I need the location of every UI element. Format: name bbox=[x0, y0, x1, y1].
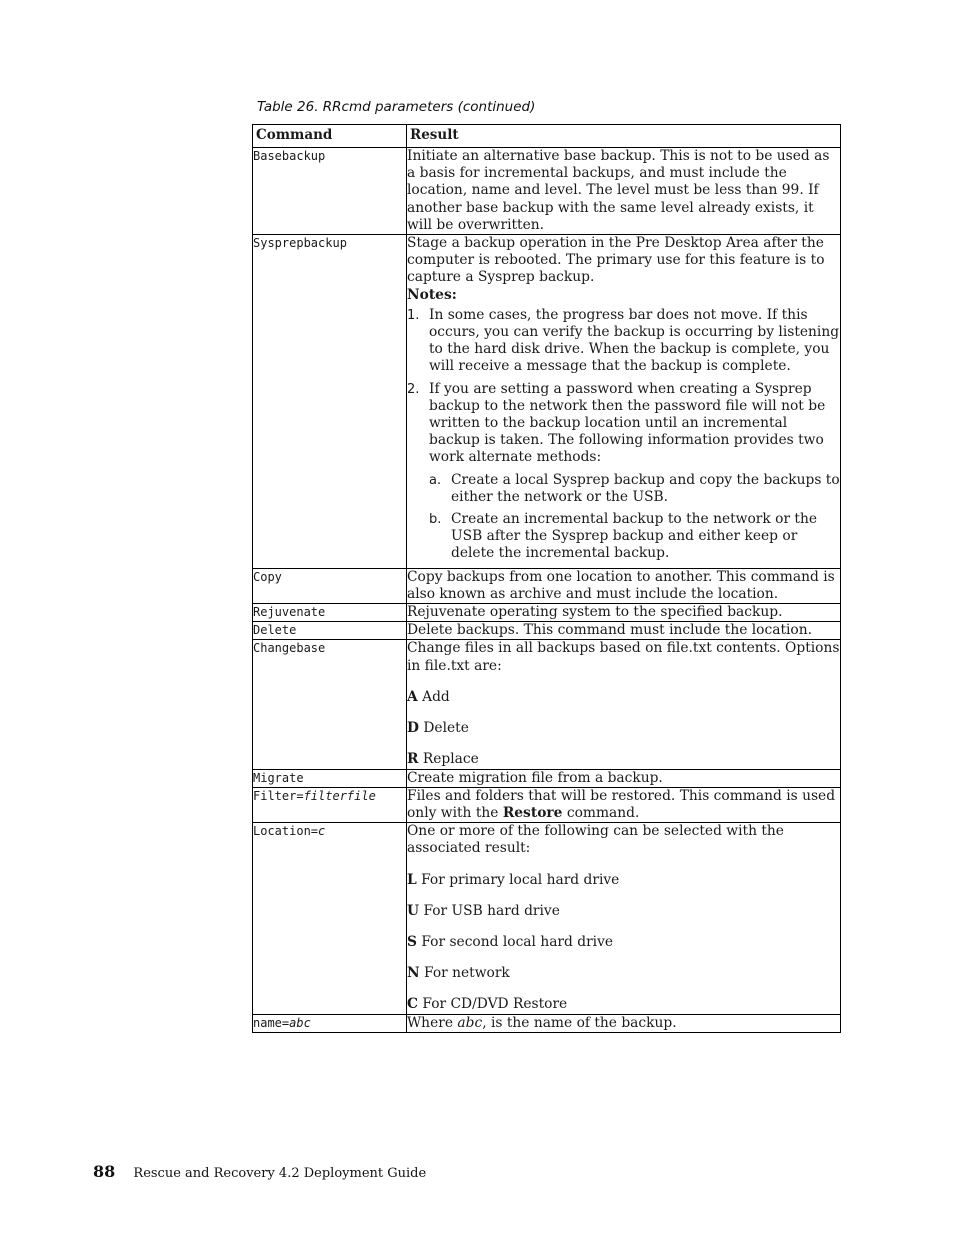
note-number: 2. bbox=[407, 381, 420, 397]
option-key: N bbox=[407, 965, 420, 982]
table-row bbox=[253, 787, 841, 822]
option-item bbox=[407, 751, 840, 768]
table-row bbox=[253, 568, 841, 603]
command-cell: Copy bbox=[253, 568, 407, 603]
table-row bbox=[253, 1014, 841, 1032]
note-text: In some cases, the progress bar does not move. If this occurs, you can verify the backup is occurring by listening to the hard disk drive. When the backup is complete, you will receive a message that the backup is complete. bbox=[429, 306, 840, 375]
result-text: Create migration file from a backup. bbox=[407, 769, 663, 786]
page-number: 88 bbox=[93, 1162, 116, 1181]
command-argument: c bbox=[318, 824, 326, 839]
command-cell: Changebase bbox=[253, 640, 407, 769]
result-cell bbox=[407, 148, 841, 235]
result-cell bbox=[407, 604, 841, 622]
column-header-command: Command bbox=[253, 125, 407, 148]
command-cell: Basebackup bbox=[253, 148, 407, 235]
notes-heading: Notes: bbox=[407, 286, 457, 303]
option-text: For second local hard drive bbox=[421, 933, 614, 950]
command-cell: Migrate bbox=[253, 769, 407, 787]
result-cell bbox=[407, 568, 841, 603]
result-cell bbox=[407, 1014, 841, 1032]
option-key: U bbox=[407, 902, 420, 919]
option-item bbox=[407, 996, 840, 1013]
table-row bbox=[253, 235, 841, 569]
method-item bbox=[429, 511, 840, 563]
table-row bbox=[253, 823, 841, 1014]
note-item bbox=[407, 307, 840, 376]
command-name: Filter= bbox=[253, 788, 304, 803]
command-argument: abc bbox=[289, 1015, 311, 1030]
table-row bbox=[253, 148, 841, 235]
command-cell: Rejuvenate bbox=[253, 604, 407, 622]
command-cell bbox=[253, 1014, 407, 1032]
option-key: L bbox=[407, 871, 417, 888]
option-key: S bbox=[407, 933, 417, 950]
result-cell bbox=[407, 640, 841, 769]
option-text: Replace bbox=[422, 751, 479, 768]
command-argument: filterfile bbox=[303, 788, 376, 803]
method-item bbox=[429, 472, 840, 506]
option-key: R bbox=[407, 751, 419, 768]
column-header-result: Result bbox=[407, 125, 841, 148]
note-text: If you are setting a password when creating a Sysprep backup to the network then the password file will not be written to the backup location until an incremental backup is taken. The following information provides two work alternate methods: bbox=[429, 380, 826, 466]
table-header-row bbox=[253, 125, 841, 148]
method-text: Create an incremental backup to the network or the USB after the Sysprep backup and either keep or delete the incremental backup. bbox=[451, 511, 818, 562]
option-text: Add bbox=[422, 688, 450, 705]
document-title: Rescue and Recovery 4.2 Deployment Guide bbox=[133, 1166, 427, 1181]
table-row bbox=[253, 604, 841, 622]
result-text-part: Files and folders that will be restored. This command is used only with the bbox=[407, 787, 836, 821]
option-item bbox=[407, 689, 840, 706]
command-cell bbox=[253, 787, 407, 822]
result-cell bbox=[407, 235, 841, 569]
note-number: 1. bbox=[407, 307, 420, 323]
result-text-part: command. bbox=[562, 804, 640, 821]
command-name: name= bbox=[253, 1015, 290, 1030]
command-cell: Delete bbox=[253, 622, 407, 640]
result-cell bbox=[407, 622, 841, 640]
option-text: For USB hard drive bbox=[423, 902, 560, 919]
option-text: For primary local hard drive bbox=[421, 871, 620, 888]
result-text: Change files in all backups based on file.txt contents. Options in file.txt are: bbox=[407, 640, 840, 674]
result-text: Initiate an alternative base backup. This is not to be used as a basis for incremental backups, and must include the location, name and level. The level must be less than 99. If another base backup with the same level already exists, it will be overwritten. bbox=[407, 148, 830, 233]
option-item bbox=[407, 965, 840, 982]
option-key: C bbox=[407, 996, 418, 1013]
table-row bbox=[253, 640, 841, 769]
result-text: Delete backups. This command must include the location. bbox=[407, 622, 812, 639]
alternate-methods-list bbox=[429, 472, 840, 563]
command-cell bbox=[253, 823, 407, 1014]
command-cell: Sysprepbackup bbox=[253, 235, 407, 569]
result-text: Stage a backup operation in the Pre Desktop Area after the computer is rebooted. The primary use for this feature is to capture a Sysprep backup. bbox=[407, 235, 825, 286]
result-text: Copy backups from one location to another. This command is also known as archive and must include the location. bbox=[407, 568, 835, 602]
result-text bbox=[407, 788, 840, 822]
option-text: For CD/DVD Restore bbox=[422, 996, 568, 1013]
option-item bbox=[407, 720, 840, 737]
method-letter: a. bbox=[429, 472, 442, 488]
restore-command-term: Restore bbox=[502, 804, 563, 821]
method-letter: b. bbox=[429, 512, 442, 528]
note-item bbox=[407, 381, 840, 563]
option-item bbox=[407, 934, 840, 951]
backup-name-term: abc bbox=[457, 1014, 483, 1031]
notes-list bbox=[407, 307, 840, 563]
page-footer bbox=[93, 1162, 426, 1181]
option-item bbox=[407, 903, 840, 920]
table-row bbox=[253, 769, 841, 787]
result-text: One or more of the following can be selected with the associated result: bbox=[407, 823, 784, 857]
result-text bbox=[407, 1015, 840, 1032]
result-text: Rejuvenate operating system to the specified backup. bbox=[407, 604, 783, 621]
option-text: Delete bbox=[423, 720, 469, 737]
table-caption: Table 26. RRcmd parameters (continued) bbox=[257, 99, 536, 115]
option-key: D bbox=[407, 720, 419, 737]
result-cell bbox=[407, 823, 841, 1014]
table-row bbox=[253, 622, 841, 640]
result-cell bbox=[407, 787, 841, 822]
option-item bbox=[407, 872, 840, 889]
command-name: Location= bbox=[253, 824, 319, 839]
parameters-table bbox=[252, 124, 841, 1033]
option-key: A bbox=[407, 688, 418, 705]
result-text-part: Where bbox=[407, 1014, 458, 1031]
result-cell bbox=[407, 769, 841, 787]
result-text-part: , is the name of the backup. bbox=[482, 1014, 677, 1031]
option-text: For network bbox=[424, 965, 510, 982]
method-text: Create a local Sysprep backup and copy the backups to either the network or the USB. bbox=[451, 471, 840, 505]
